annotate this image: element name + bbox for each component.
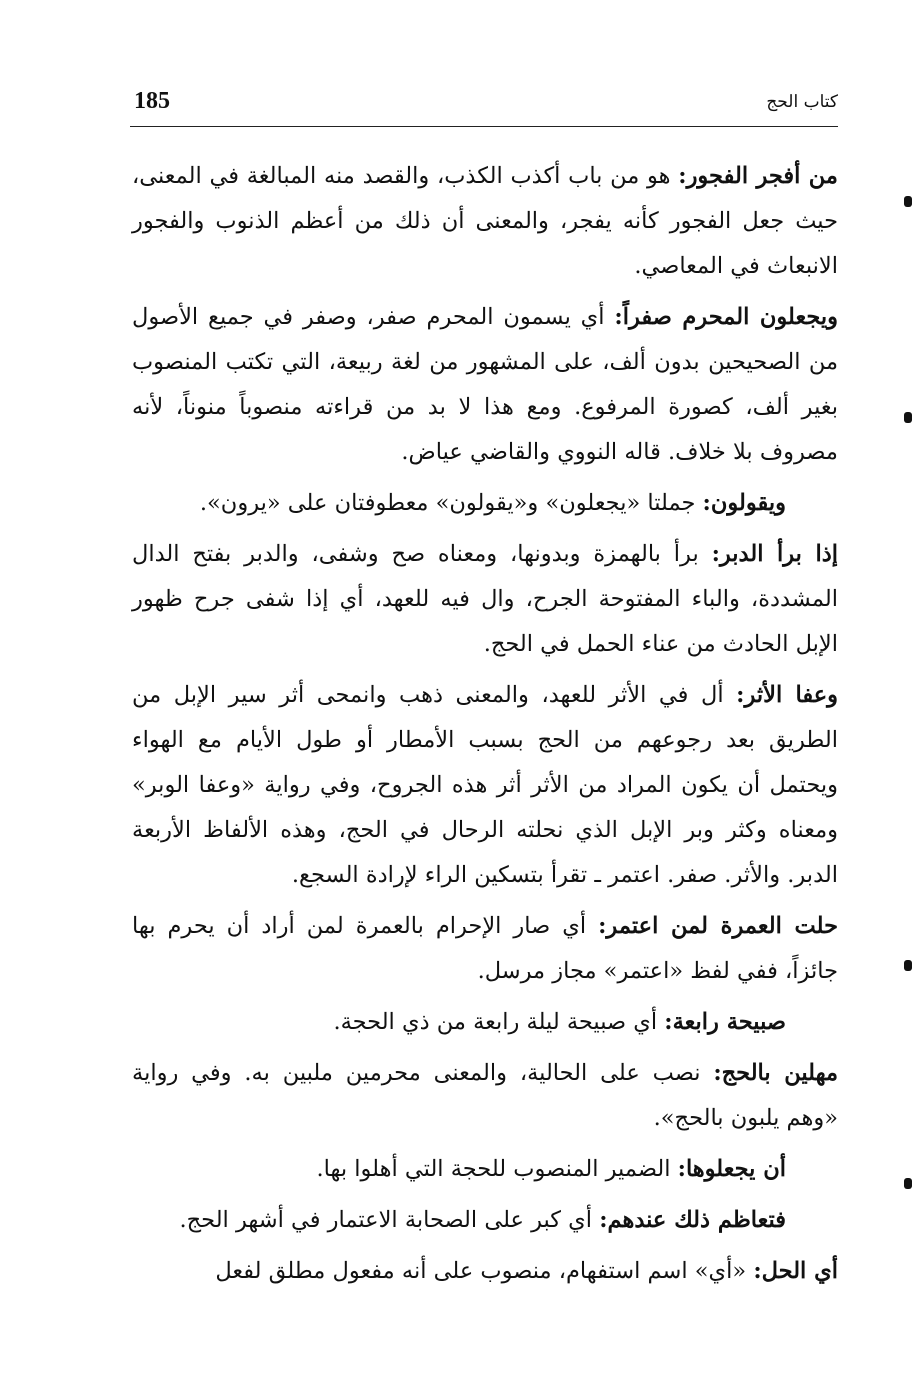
entry-text: أي كبر على الصحابة الاعتمار في أشهر الحج. xyxy=(179,1207,600,1233)
entry-text: جملتا «يجعلون» و«يقولون» معطوفتان على «يرون». xyxy=(199,490,703,516)
entry-term: وعفا الأثر: xyxy=(736,682,838,708)
entry-7 xyxy=(132,1000,838,1045)
entry-term: فتعاظم ذلك عندهم: xyxy=(599,1207,786,1233)
entry-text: برأ بالهمزة وبدونها، ومعناه صح وشفى، والدبر بفتح الدال المشددة، والباء المفتوحة الجرح، وال فيه للعهد، أي إذا شفى جرح ظهور الإبل الحادث من عناء الحمل في الحج. xyxy=(132,541,838,657)
entry-term: من أفجر الفجور: xyxy=(678,163,838,189)
entry-term: أي الحل: xyxy=(753,1258,838,1284)
entry-term: أن يجعلوها: xyxy=(677,1156,786,1182)
margin-mark xyxy=(904,412,912,423)
entry-11 xyxy=(132,1249,838,1294)
entry-3 xyxy=(132,481,838,526)
page-header xyxy=(130,84,838,127)
entry-8 xyxy=(132,1051,838,1141)
entry-text: أي صبيحة ليلة رابعة من ذي الحجة. xyxy=(333,1009,665,1035)
entry-text: أي يسمون المحرم صفر، وصفر في جميع الأصول من الصحيحين بدون ألف، على المشهور من لغة ربيعة، التي تكتب المنصوب بغير ألف، كصورة المرفوع. ومع هذا لا بد من قراءته منصوباً منوناً، لأنه مصروف بلا خلاف. قاله النووي والقاضي عياض. xyxy=(132,304,838,465)
entry-text: نصب على الحالية، والمعنى محرمين ملبين به. وفي رواية «وهم يلبون بالحج». xyxy=(132,1060,838,1131)
entry-1 xyxy=(132,154,838,289)
entry-6 xyxy=(132,904,838,994)
page-body xyxy=(132,154,838,1300)
page-number: 185 xyxy=(134,88,170,114)
entry-2 xyxy=(132,295,838,475)
entry-text: «أي» اسم استفهام، منصوب على أنه مفعول مطلق لفعل xyxy=(215,1258,754,1284)
entry-term: مهلين بالحج: xyxy=(713,1060,838,1086)
entry-term: صبيحة رابعة: xyxy=(664,1009,786,1035)
entry-text: هو من باب أكذب الكذب، والقصد منه المبالغة في المعنى، حيث جعل الفجور كأنه يفجر، والمعنى أن ذلك من أعظم الذنوب والفجور الانبعاث في المعاصي. xyxy=(132,163,838,279)
entry-10 xyxy=(132,1198,838,1243)
entry-term: إذا برأ الدبر: xyxy=(711,541,838,567)
margin-mark xyxy=(904,960,912,971)
entry-text: أي صار الإحرام بالعمرة لمن أراد أن يحرم بها جائزاً، ففي لفظ «اعتمر» مجاز مرسل. xyxy=(132,913,838,984)
margin-mark xyxy=(904,196,912,207)
entry-term: ويقولون: xyxy=(702,490,786,516)
running-title: كتاب الحج xyxy=(766,92,838,112)
entry-term: حلت العمرة لمن اعتمر: xyxy=(598,913,838,939)
entry-5 xyxy=(132,673,838,898)
margin-mark xyxy=(904,1178,912,1189)
entry-text: أل في الأثر للعهد، والمعنى ذهب وانمحى أثر سير الإبل من الطريق بعد رجوعهم من الحج بسبب الأمطار أو طول الأيام مع الهواء ويحتمل أن يكون المراد من الأثر أثر هذه الجروح، وفي رواية «وعفا الوبر» ومعناه وكثر وبر الإبل الذي نحلته الرحال في الحج، وهذه الألفاظ الأربعة الدبر. والأثر. صفر. اعتمر ـ تقرأ بتسكين الراء لإرادة السجع. xyxy=(132,682,838,888)
entry-4 xyxy=(132,532,838,667)
entry-9 xyxy=(132,1147,838,1192)
entry-term: ويجعلون المحرم صفراً: xyxy=(614,304,838,330)
entry-text: الضمير المنصوب للحجة التي أهلوا بها. xyxy=(316,1156,678,1182)
